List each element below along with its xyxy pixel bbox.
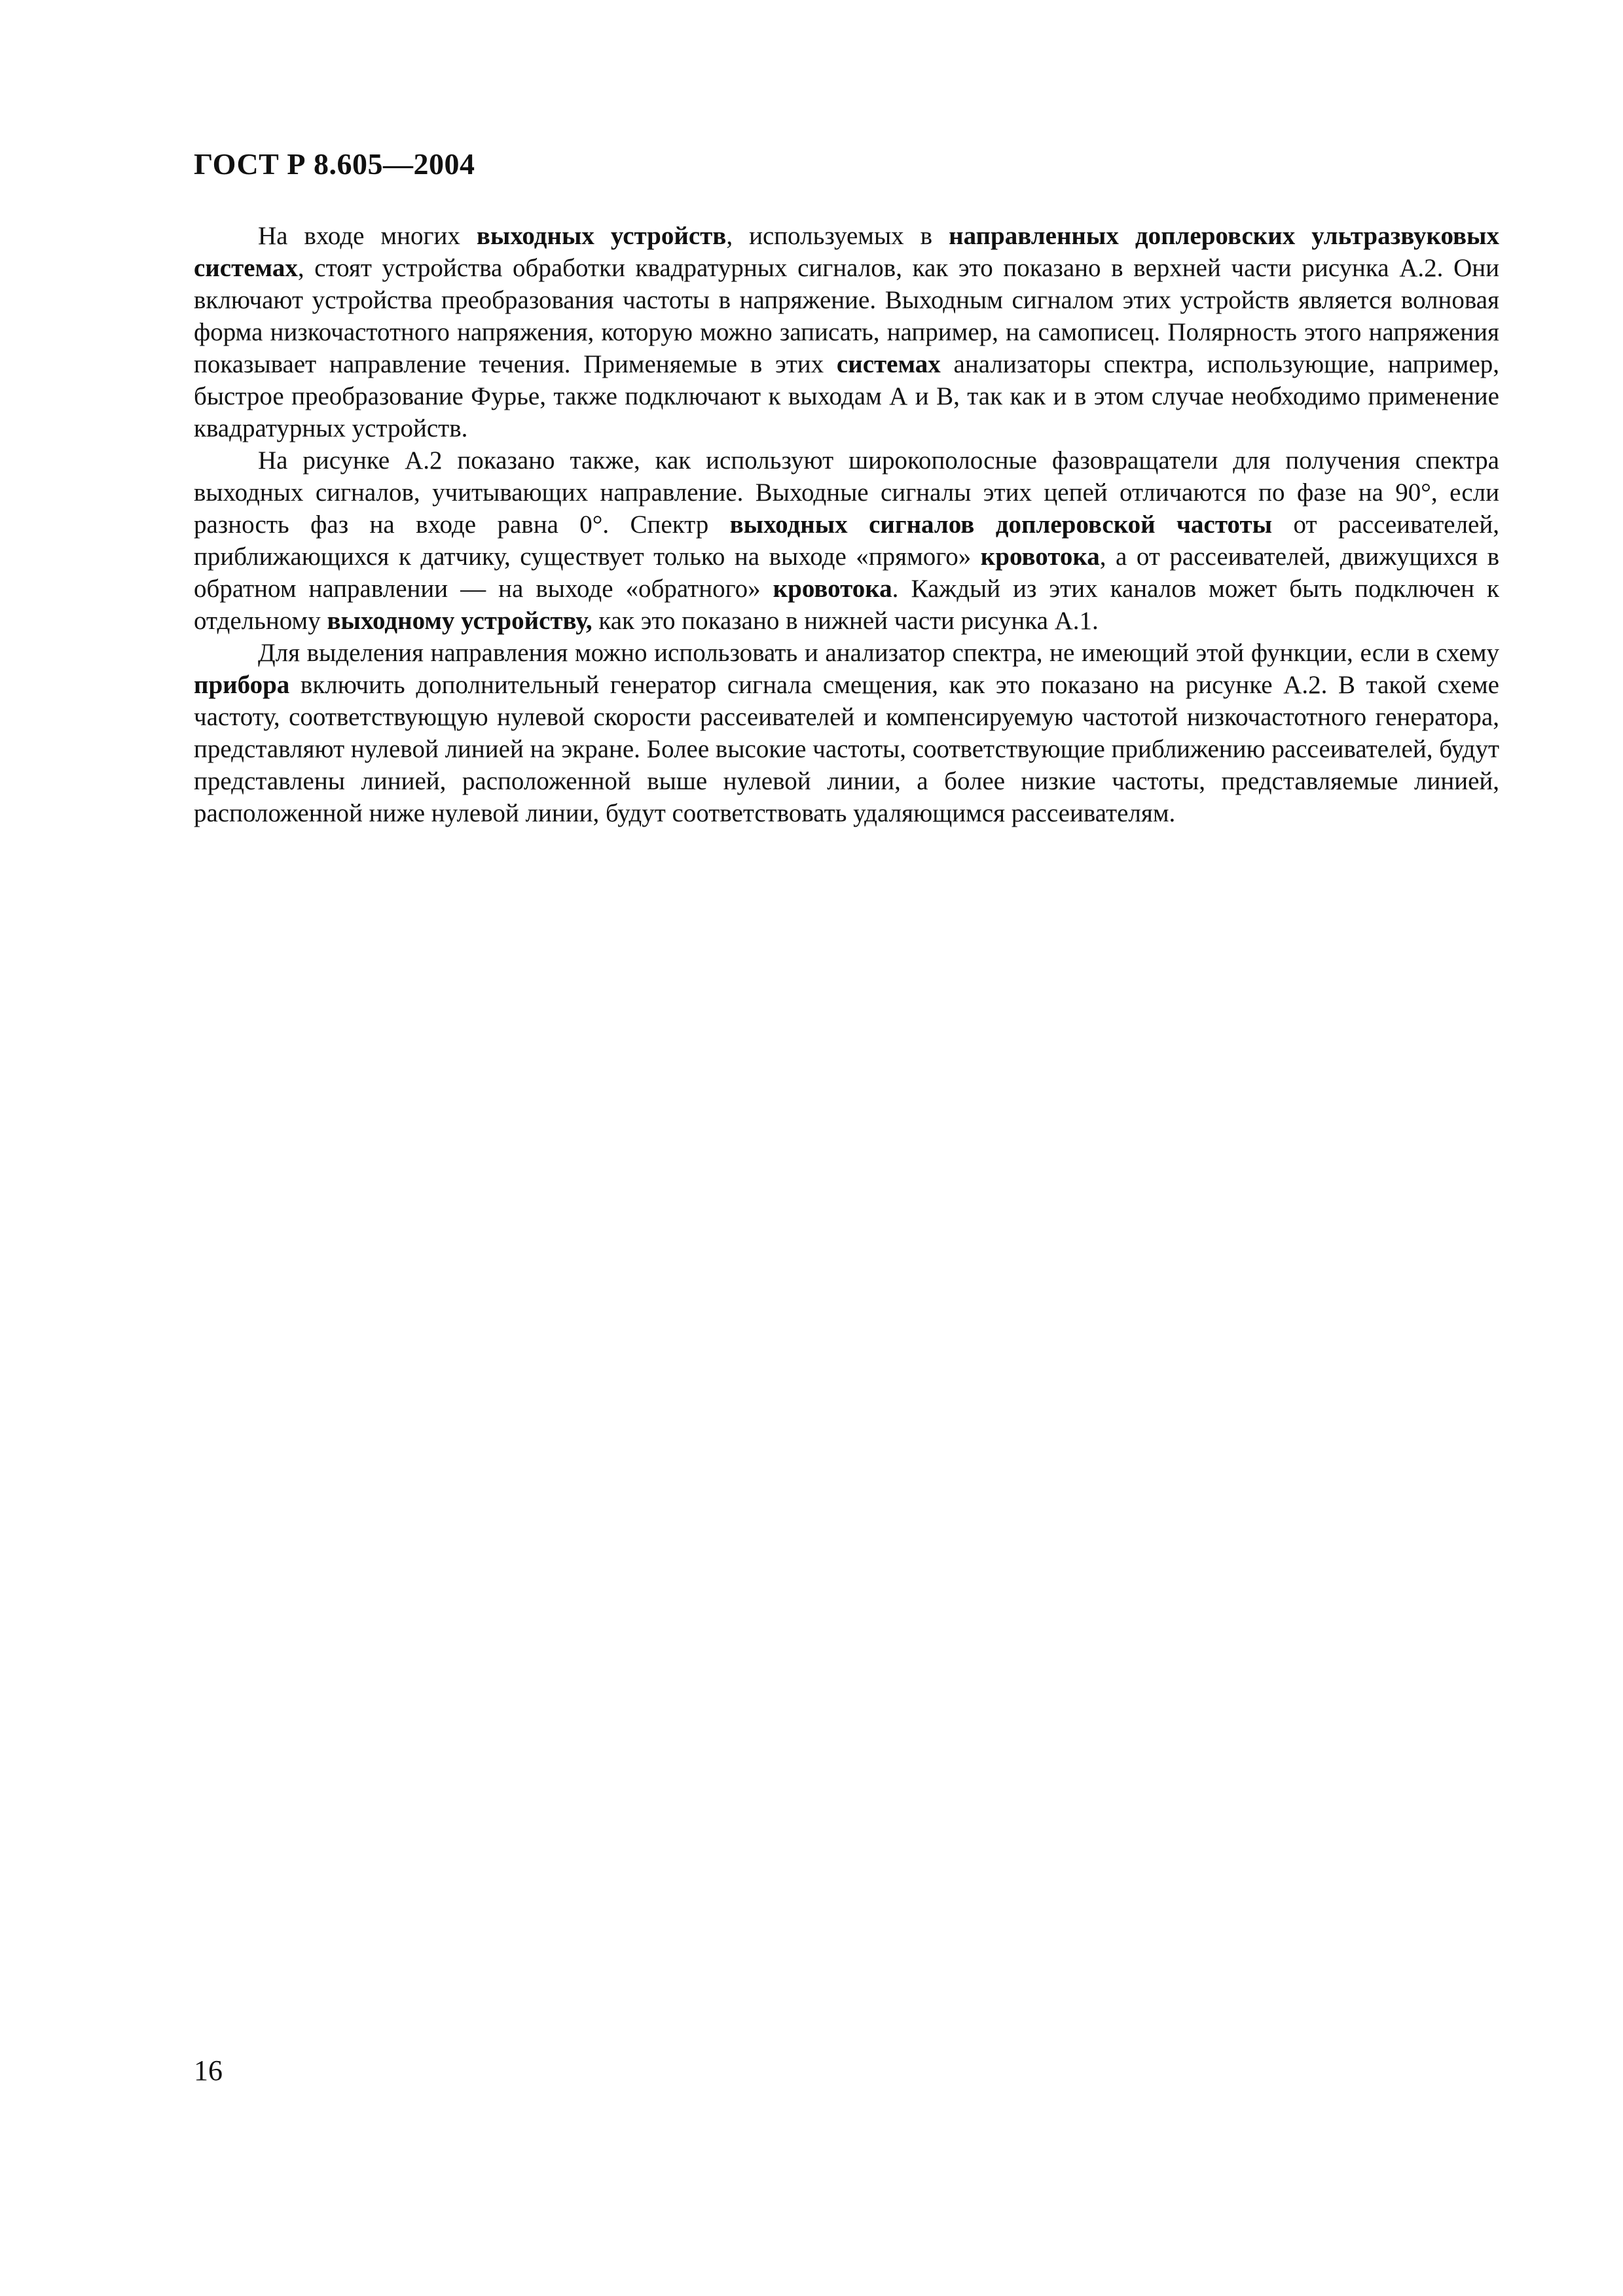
- term-highlight: системах: [836, 350, 941, 378]
- text-run: . Каждый из этих каналов может быть подключен к отдельному: [194, 575, 1499, 635]
- term-highlight: кровотока: [980, 543, 1100, 571]
- text-run: анализаторы спектра, использующие, например, быстрое преобразование Фурье, также подключают к выходам А и В, так как и в этом случае необходимо применение квадратурных устройств.: [194, 350, 1499, 442]
- term-highlight: выходных устройств: [476, 222, 727, 250]
- text-run: как это показано в нижней части рисунка А.1.: [592, 607, 1099, 635]
- text-run: , а от рассеивателей, движущихся в обратном направлении — на выходе «обратного»: [194, 543, 1499, 603]
- paragraph: [194, 220, 1499, 444]
- text-run: включить дополнительный генератор сигнала смещения, как это показано на рисунке А.2. В такой схеме частоту, соответствующую нулевой скорости рассеивателей и компенсируемую частотой низкочастотного генератора, представляют нулевой линией на экране. Более высокие частоты, соответствующие приближению рассеивателей, будут представлены линией, расположенной выше нулевой линии, а более низкие частоты, представляемые линией, расположенной ниже нулевой линии, будут соответствовать удаляющимся рассеивателям.: [194, 671, 1499, 827]
- term-highlight: выходных сигналов доплеровской частоты: [729, 511, 1273, 539]
- text-run: Для выделения направления можно использовать и анализатор спектра, не имеющий этой функции, если в схему: [258, 639, 1499, 667]
- text-run: На рисунке А.2 показано также, как используют широкополосные фазовращатели для получения спектра выходных сигналов, учитывающих направление. Выходные сигналы этих цепей отличаются по фазе на 90°, если разность фаз на входе равна 0°. Спектр: [194, 446, 1499, 539]
- body-text: [194, 220, 1499, 829]
- text-run: , стоят устройства обработки квадратурных сигналов, как это показано в верхней части рисунка А.2. Они включают устройства преобразования частоты в напряжение. Выходным сигналом этих устройств является волновая форма низкочастотного напряжения, которую можно записать, например, на самописец. Полярность этого напряжения показывает направление течения. Применяемые в этих: [194, 254, 1499, 378]
- term-highlight: выходному устройству,: [327, 607, 593, 635]
- term-highlight: прибора: [194, 671, 290, 699]
- text-run: , используемых в: [726, 222, 949, 250]
- paragraph: [194, 444, 1499, 637]
- document-header: ГОСТ Р 8.605—2004: [194, 147, 475, 181]
- text-run: На входе многих: [258, 222, 477, 250]
- page-number: 16: [194, 2054, 223, 2087]
- paragraph: [194, 637, 1499, 829]
- text-run: от рассеивателей, приближающихся к датчику, существует только на выходе «прямого»: [194, 511, 1499, 571]
- term-highlight: кровотока: [773, 575, 892, 603]
- term-highlight: направленных доплеровских ультразвуковых системах: [194, 222, 1500, 282]
